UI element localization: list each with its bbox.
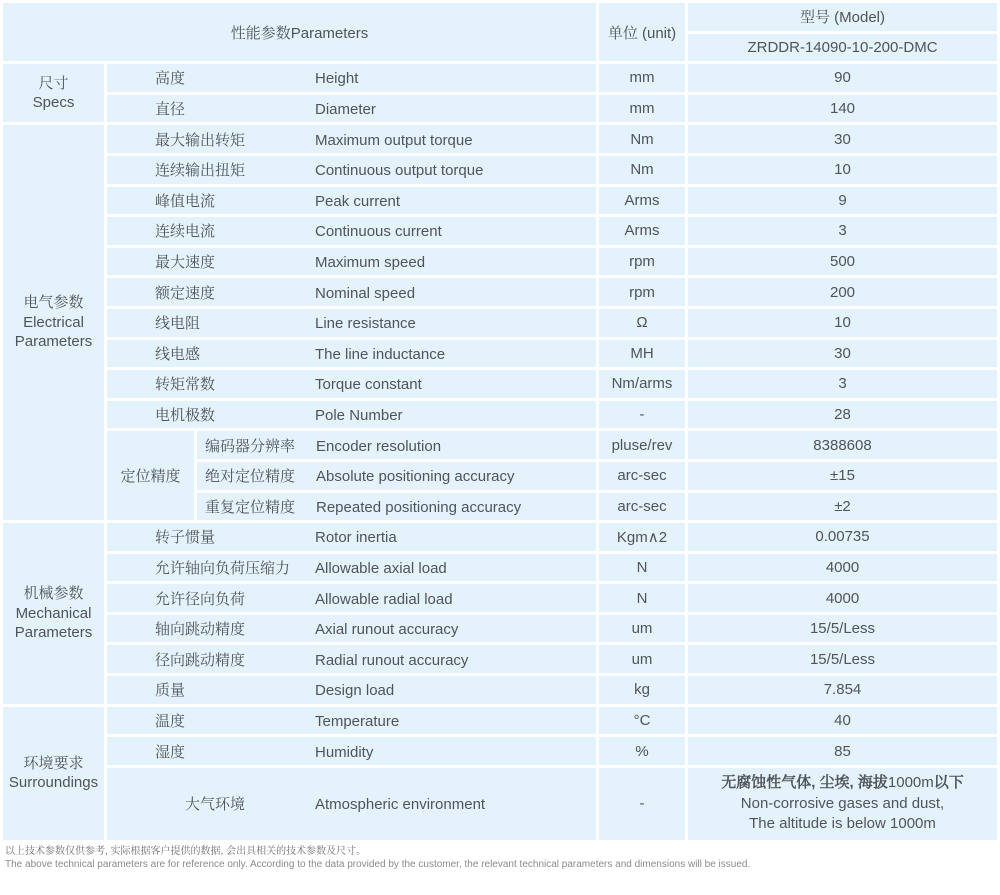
table-row (3, 707, 997, 735)
param-en: Peak current (315, 192, 401, 210)
param-cell (107, 370, 596, 398)
table-row (3, 431, 997, 459)
table-row (3, 615, 997, 643)
value-cell: 140 (688, 95, 997, 123)
param-en: Maximum output torque (315, 131, 473, 149)
param-cell (107, 340, 596, 368)
param-en: Radial runout accuracy (315, 651, 469, 669)
param-cell (107, 645, 596, 673)
param-cell (107, 737, 596, 765)
atmos-value-en1: Non-corrosive gases and dust, (740, 794, 945, 812)
param-cn: 大气环境 (185, 796, 246, 814)
param-en: The line inductance (315, 345, 446, 363)
value-cell: ±2 (688, 493, 997, 521)
unit-cell: um (599, 645, 685, 673)
value-cell: 90 (688, 64, 997, 92)
unit-cell: Kgm∧2 (599, 523, 685, 551)
param-en: Line resistance (315, 315, 416, 333)
unit-cell: rpm (599, 278, 685, 306)
unit-cell: pluse/rev (599, 431, 685, 459)
param-en: Maximum speed (315, 254, 426, 272)
param-cn: 线电感 (155, 345, 201, 363)
footnotes (5, 845, 1000, 871)
param-en: Allowable axial load (315, 559, 447, 577)
table-row (3, 64, 997, 92)
param-en: Continuous output torque (315, 162, 484, 180)
param-cn: 质量 (155, 682, 186, 700)
header-parameters: 性能参数Parameters (3, 3, 596, 61)
header-row-1 (3, 3, 997, 31)
param-cell (107, 584, 596, 612)
param-cell (197, 462, 596, 490)
header-model-value: ZRDDR-14090-10-200-DMC (688, 34, 997, 62)
param-cell (107, 217, 596, 245)
param-en: Height (315, 70, 359, 88)
value-cell: 7.854 (688, 676, 997, 704)
param-en: Rotor inertia (315, 529, 397, 547)
table-row (3, 523, 997, 551)
section-electrical-en2: Parameters (14, 333, 93, 351)
param-en: Continuous current (315, 223, 442, 241)
value-cell: 8388608 (688, 431, 997, 459)
param-cell (197, 493, 596, 521)
section-specs-cn: 尺寸 (38, 74, 69, 92)
unit-cell: rpm (599, 248, 685, 276)
section-electrical-en1: Electrical (23, 313, 84, 331)
param-cn: 轴向跳动精度 (155, 621, 246, 639)
header-model: 型号 (Model) (688, 3, 997, 31)
param-cell (107, 156, 596, 184)
table-row (3, 737, 997, 765)
param-cn: 湿度 (155, 743, 186, 761)
section-mechanical-en2: Parameters (14, 624, 93, 642)
atmos-value-cn-bold2: 以下 (933, 774, 964, 792)
param-cn: 最大输出转矩 (155, 131, 246, 149)
unit-cell: Nm (599, 156, 685, 184)
param-cell (107, 676, 596, 704)
unit-cell: - (599, 401, 685, 429)
unit-cell: - (599, 768, 685, 840)
param-cell (107, 401, 596, 429)
atmos-value-cn-normal: 1000m (887, 774, 934, 792)
unit-cell: MH (599, 340, 685, 368)
table-row (3, 340, 997, 368)
param-cn: 重复定位精度 (205, 498, 296, 516)
unit-cell: Arms (599, 187, 685, 215)
param-cell (107, 187, 596, 215)
value-cell: 15/5/Less (688, 615, 997, 643)
value-cell: 0.00735 (688, 523, 997, 551)
param-en: Design load (315, 682, 395, 700)
value-cell: ±15 (688, 462, 997, 490)
param-cell (107, 64, 596, 92)
section-electrical (3, 125, 104, 520)
section-surroundings (3, 707, 104, 840)
param-cn: 最大速度 (155, 254, 216, 272)
group-positioning-accuracy: 定位精度 (107, 431, 194, 520)
footnote-en: The above technical parameters are for reference only. According to the data provided by the customer, the relevant technical parameters and dimensions will be issued. (5, 858, 751, 870)
param-cn: 直径 (155, 101, 186, 119)
atmos-value-cn (688, 773, 997, 793)
param-cn: 编码器分辨率 (205, 437, 296, 455)
unit-cell: °C (599, 707, 685, 735)
value-cell: 200 (688, 278, 997, 306)
param-en: Temperature (315, 712, 400, 730)
param-cn: 允许径向负荷 (155, 590, 246, 608)
param-en: Torque constant (315, 376, 422, 394)
table-row (3, 645, 997, 673)
table-row (3, 768, 997, 840)
section-specs (3, 64, 104, 122)
param-en: Atmospheric environment (315, 796, 486, 814)
value-cell: 30 (688, 125, 997, 153)
section-mechanical-en1: Mechanical (15, 604, 92, 622)
unit-cell: um (599, 615, 685, 643)
section-specs-en: Specs (32, 94, 75, 112)
table-row (3, 187, 997, 215)
header-unit: 单位 (unit) (599, 3, 685, 61)
table-row (3, 278, 997, 306)
param-en: Pole Number (315, 407, 403, 425)
param-cn: 额定速度 (155, 284, 216, 302)
value-cell: 10 (688, 309, 997, 337)
unit-cell: mm (599, 64, 685, 92)
param-en: Axial runout accuracy (315, 621, 459, 639)
param-cn: 允许轴向负荷压缩力 (155, 559, 291, 577)
param-cell (107, 309, 596, 337)
param-cn: 峰值电流 (155, 192, 216, 210)
section-mechanical-cn: 机械参数 (23, 585, 84, 603)
param-cell (107, 95, 596, 123)
param-en: Humidity (315, 743, 374, 761)
param-cell (107, 768, 596, 840)
table-row (3, 554, 997, 582)
value-cell: 15/5/Less (688, 645, 997, 673)
param-cn: 转子惯量 (155, 529, 216, 547)
param-cell (107, 248, 596, 276)
unit-cell: arc-sec (599, 462, 685, 490)
param-cn: 线电阻 (155, 315, 201, 333)
unit-cell: Ω (599, 309, 685, 337)
value-cell: 3 (688, 370, 997, 398)
param-cn: 温度 (155, 712, 186, 730)
param-cell (107, 523, 596, 551)
param-cn: 高度 (155, 70, 186, 88)
param-cell (197, 431, 596, 459)
footnote-cn: 以上技术参数仅供参考, 实际根据客户提供的数据, 会出具相关的技术参数及尺寸。 (5, 845, 367, 857)
param-cell (107, 125, 596, 153)
unit-cell: mm (599, 95, 685, 123)
table-row (3, 95, 997, 123)
param-en: Diameter (315, 101, 376, 119)
unit-cell: % (599, 737, 685, 765)
param-en: Repeated positioning accuracy (316, 498, 522, 516)
param-cell (107, 707, 596, 735)
value-cell: 9 (688, 187, 997, 215)
table-row (3, 676, 997, 704)
value-cell (688, 768, 997, 840)
param-cn: 连续电流 (155, 223, 216, 241)
atmos-value-cn-bold1: 无腐蚀性气体, 尘埃, 海拔 (721, 774, 888, 792)
value-cell: 3 (688, 217, 997, 245)
value-cell: 40 (688, 707, 997, 735)
unit-cell: Arms (599, 217, 685, 245)
param-en: Allowable radial load (315, 590, 453, 608)
section-mechanical (3, 523, 104, 704)
table-row (3, 309, 997, 337)
value-cell: 4000 (688, 554, 997, 582)
param-cn: 绝对定位精度 (205, 468, 296, 486)
param-cn: 径向跳动精度 (155, 651, 246, 669)
value-cell: 4000 (688, 584, 997, 612)
unit-cell: Nm (599, 125, 685, 153)
table-row (3, 125, 997, 153)
value-cell: 30 (688, 340, 997, 368)
param-cn: 连续输出扭矩 (155, 162, 246, 180)
param-en: Nominal speed (315, 284, 416, 302)
table-row (3, 370, 997, 398)
table-row (3, 401, 997, 429)
param-cn: 转矩常数 (155, 376, 216, 394)
table-row (3, 217, 997, 245)
value-cell: 10 (688, 156, 997, 184)
table-row (3, 584, 997, 612)
atmos-value-en2: The altitude is below 1000m (749, 814, 936, 832)
table-row (3, 248, 997, 276)
unit-cell: kg (599, 676, 685, 704)
value-cell: 28 (688, 401, 997, 429)
table-row (3, 156, 997, 184)
param-cell (107, 278, 596, 306)
unit-cell: Nm/arms (599, 370, 685, 398)
value-cell: 85 (688, 737, 997, 765)
section-surroundings-cn: 环境要求 (23, 754, 84, 772)
param-cn: 电机极数 (155, 407, 216, 425)
section-electrical-cn: 电气参数 (23, 294, 84, 312)
param-cell (107, 615, 596, 643)
unit-cell: N (599, 554, 685, 582)
value-cell: 500 (688, 248, 997, 276)
param-en: Absolute positioning accuracy (316, 468, 515, 486)
param-en: Encoder resolution (316, 437, 442, 455)
unit-cell: arc-sec (599, 493, 685, 521)
section-surroundings-en: Surroundings (8, 774, 99, 792)
param-cell (107, 554, 596, 582)
unit-cell: N (599, 584, 685, 612)
